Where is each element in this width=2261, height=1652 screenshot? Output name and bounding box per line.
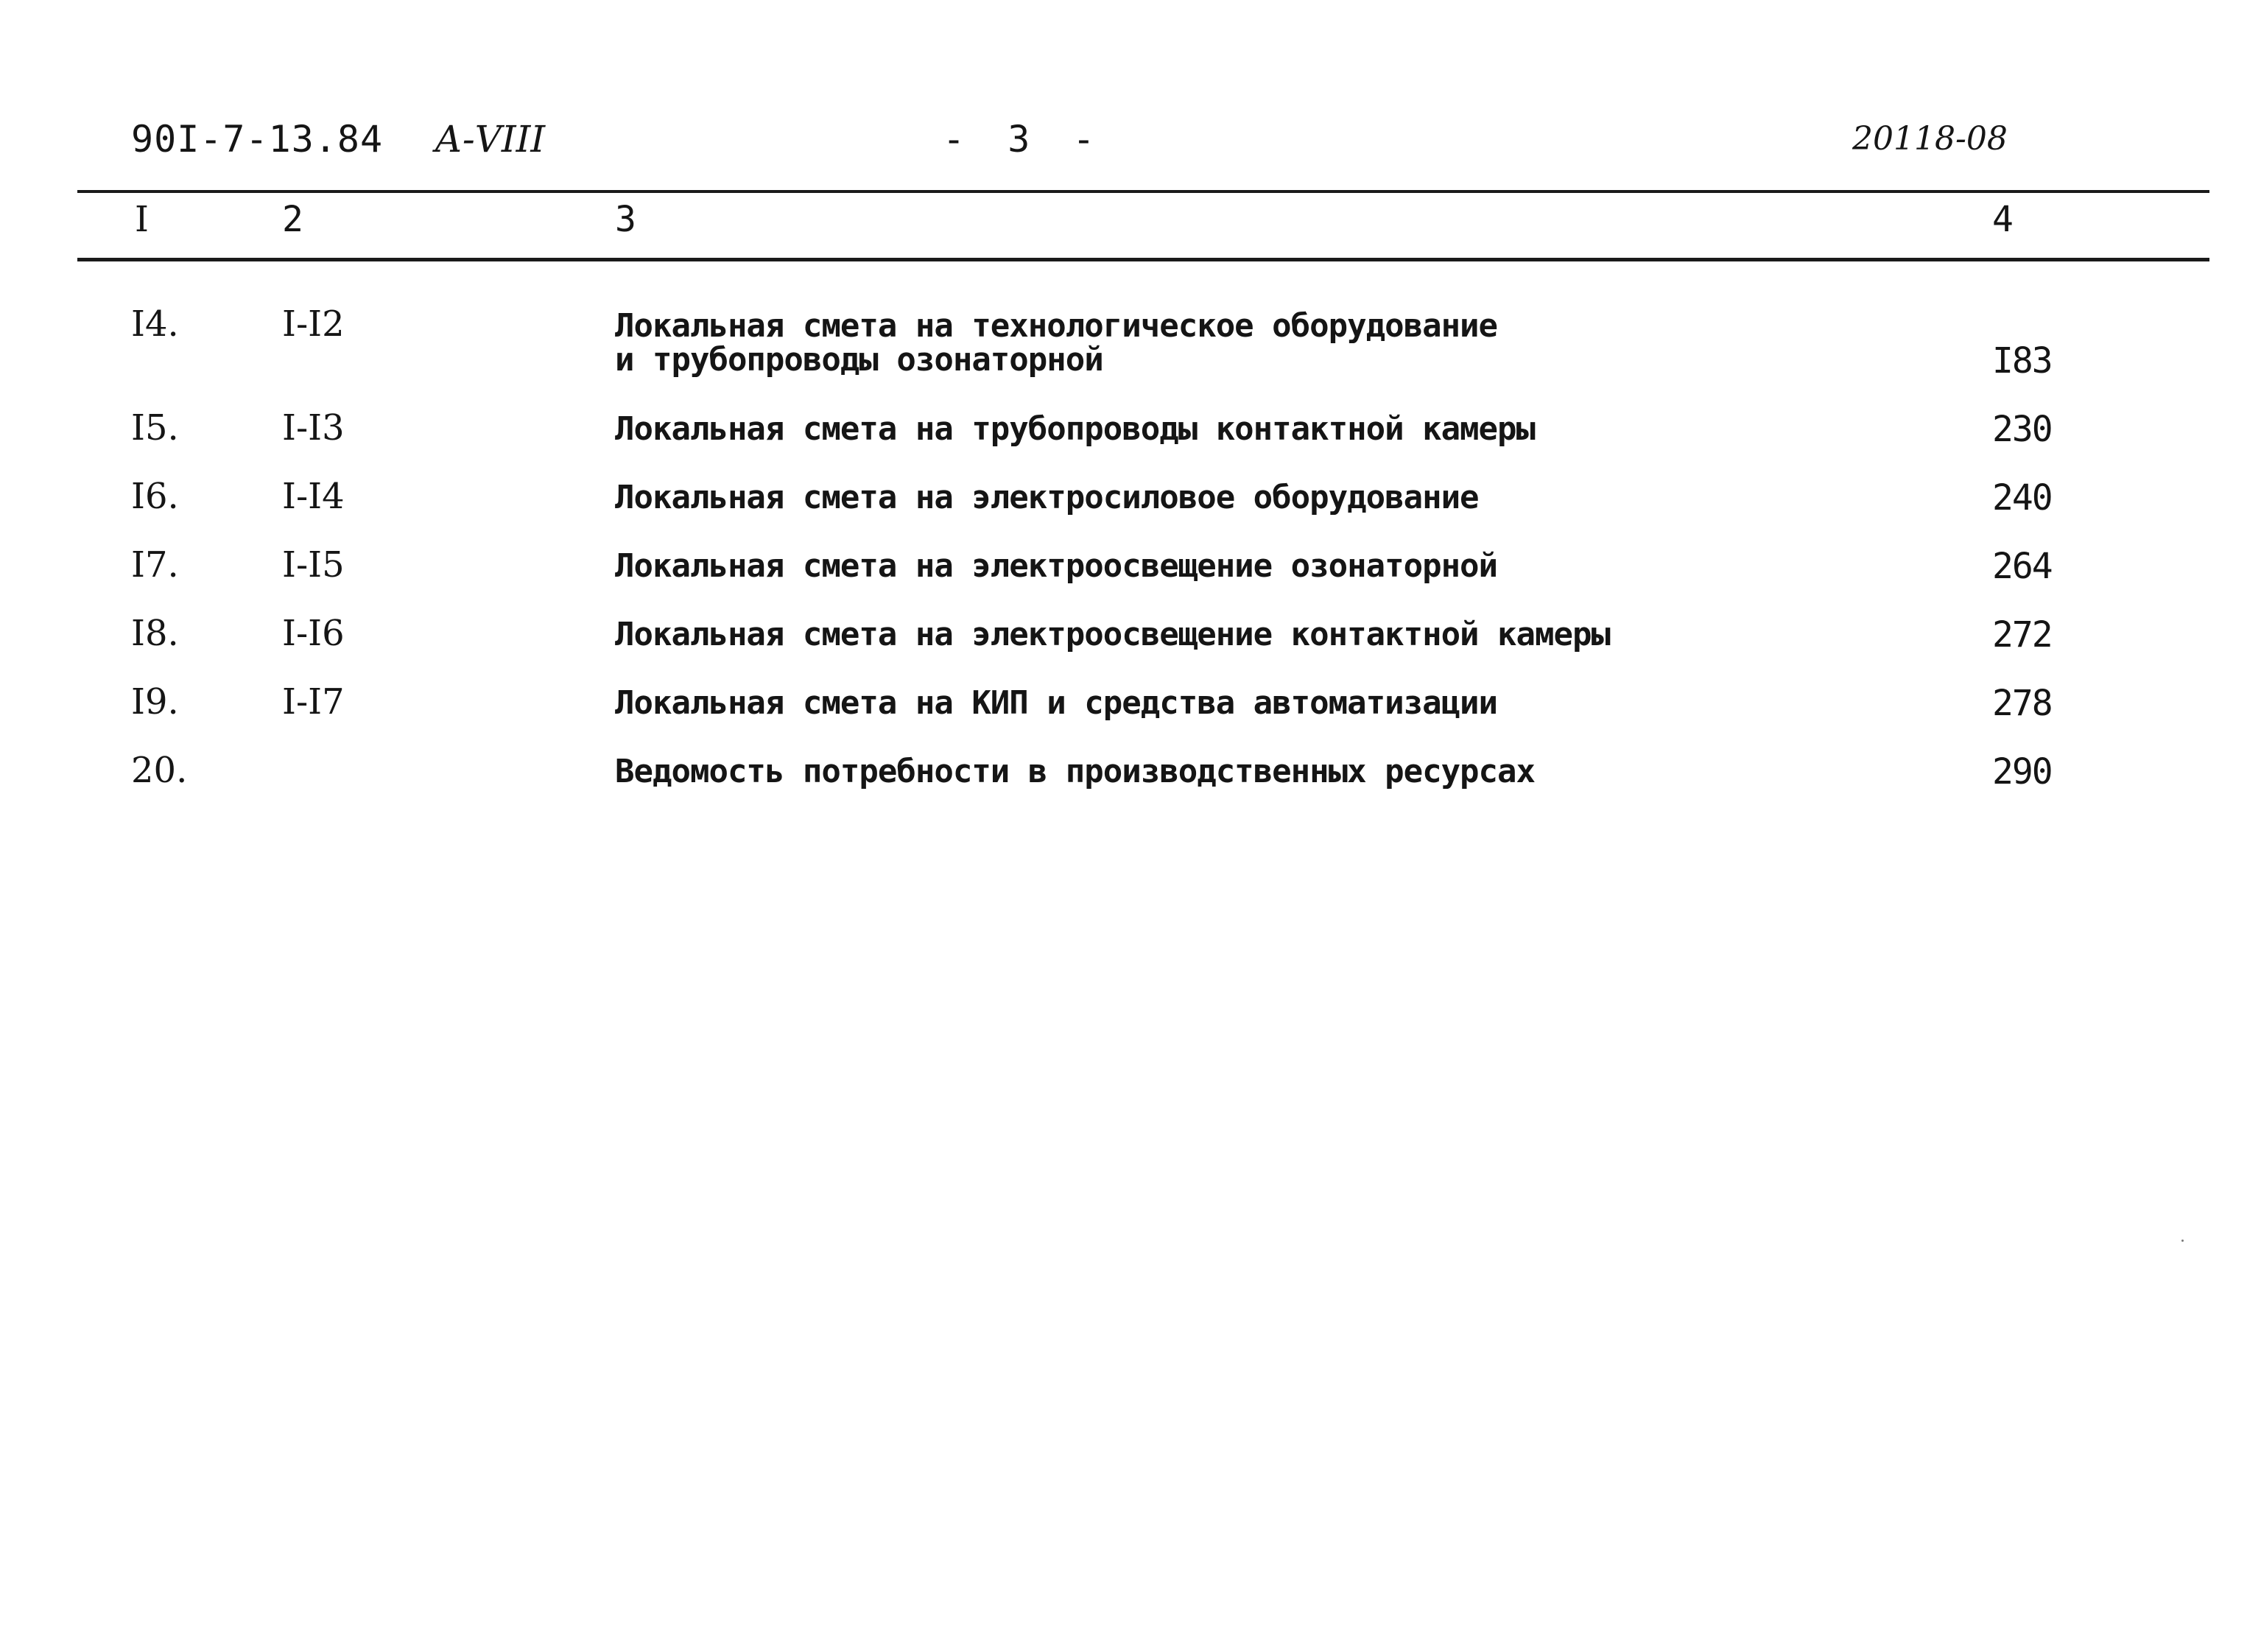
- row-code: I-I7: [282, 681, 345, 723]
- row-title-line: Локальная смета на трубопроводы контактной камеры: [615, 410, 1536, 448]
- row-title: [615, 549, 1497, 583]
- row-code: I-I6: [282, 613, 345, 654]
- row-title-line: Локальная смета на технологическое оборудование: [615, 307, 1498, 345]
- row-title-line: и трубопроводы озонаторной: [615, 341, 1103, 379]
- row-number: I7.: [131, 544, 179, 586]
- row-page: 240: [1992, 477, 2052, 519]
- row-page: 278: [1992, 683, 2052, 724]
- row-number: I6.: [131, 476, 179, 517]
- scan-speck: [2181, 1240, 2184, 1242]
- row-title: [615, 481, 1479, 515]
- row-page: I83: [1992, 340, 2052, 382]
- row-number: I8.: [131, 613, 179, 654]
- row-title: [615, 412, 1535, 446]
- table-header-rule: [77, 258, 2209, 261]
- document-code: 90I-7-13.84: [131, 118, 384, 161]
- row-page: 272: [1992, 614, 2052, 655]
- row-page: 230: [1992, 409, 2052, 450]
- row-title: [615, 686, 1497, 720]
- row-number: I9.: [131, 681, 179, 723]
- row-page: 290: [1992, 751, 2052, 792]
- row-number: I5.: [131, 407, 179, 449]
- row-title-line: Локальная смета на электроосвещение озонаторной: [615, 547, 1498, 585]
- row-title-line: Ведомость потребности в производственных ресурсах: [615, 753, 1536, 790]
- column-header-title: 3: [615, 199, 636, 240]
- document-suffix: А-VIII: [435, 118, 546, 161]
- row-title: [615, 755, 1535, 789]
- row-code: I-I2: [282, 303, 345, 345]
- column-header-number: I: [135, 199, 149, 240]
- archive-number: 20118-08: [1852, 120, 2008, 158]
- row-title-line: Локальная смета на электроосвещение контактной камеры: [615, 616, 1610, 653]
- row-code: I-I3: [282, 407, 345, 449]
- column-header-code: 2: [282, 199, 303, 240]
- row-number: I4.: [131, 303, 179, 345]
- row-code: I-I4: [282, 476, 345, 517]
- row-number: 20.: [131, 750, 188, 791]
- row-title: [615, 618, 1610, 652]
- page-number: - 3 -: [943, 118, 1095, 161]
- column-header-page: 4: [1992, 199, 2014, 240]
- row-page: 264: [1992, 546, 2052, 587]
- table-top-rule: [77, 190, 2209, 193]
- row-code: I-I5: [282, 544, 345, 586]
- row-title: [615, 309, 1497, 377]
- row-title-line: Локальная смета на электросиловое оборудование: [615, 479, 1479, 516]
- row-title-line: Локальная смета на КИП и средства автоматизации: [615, 684, 1498, 722]
